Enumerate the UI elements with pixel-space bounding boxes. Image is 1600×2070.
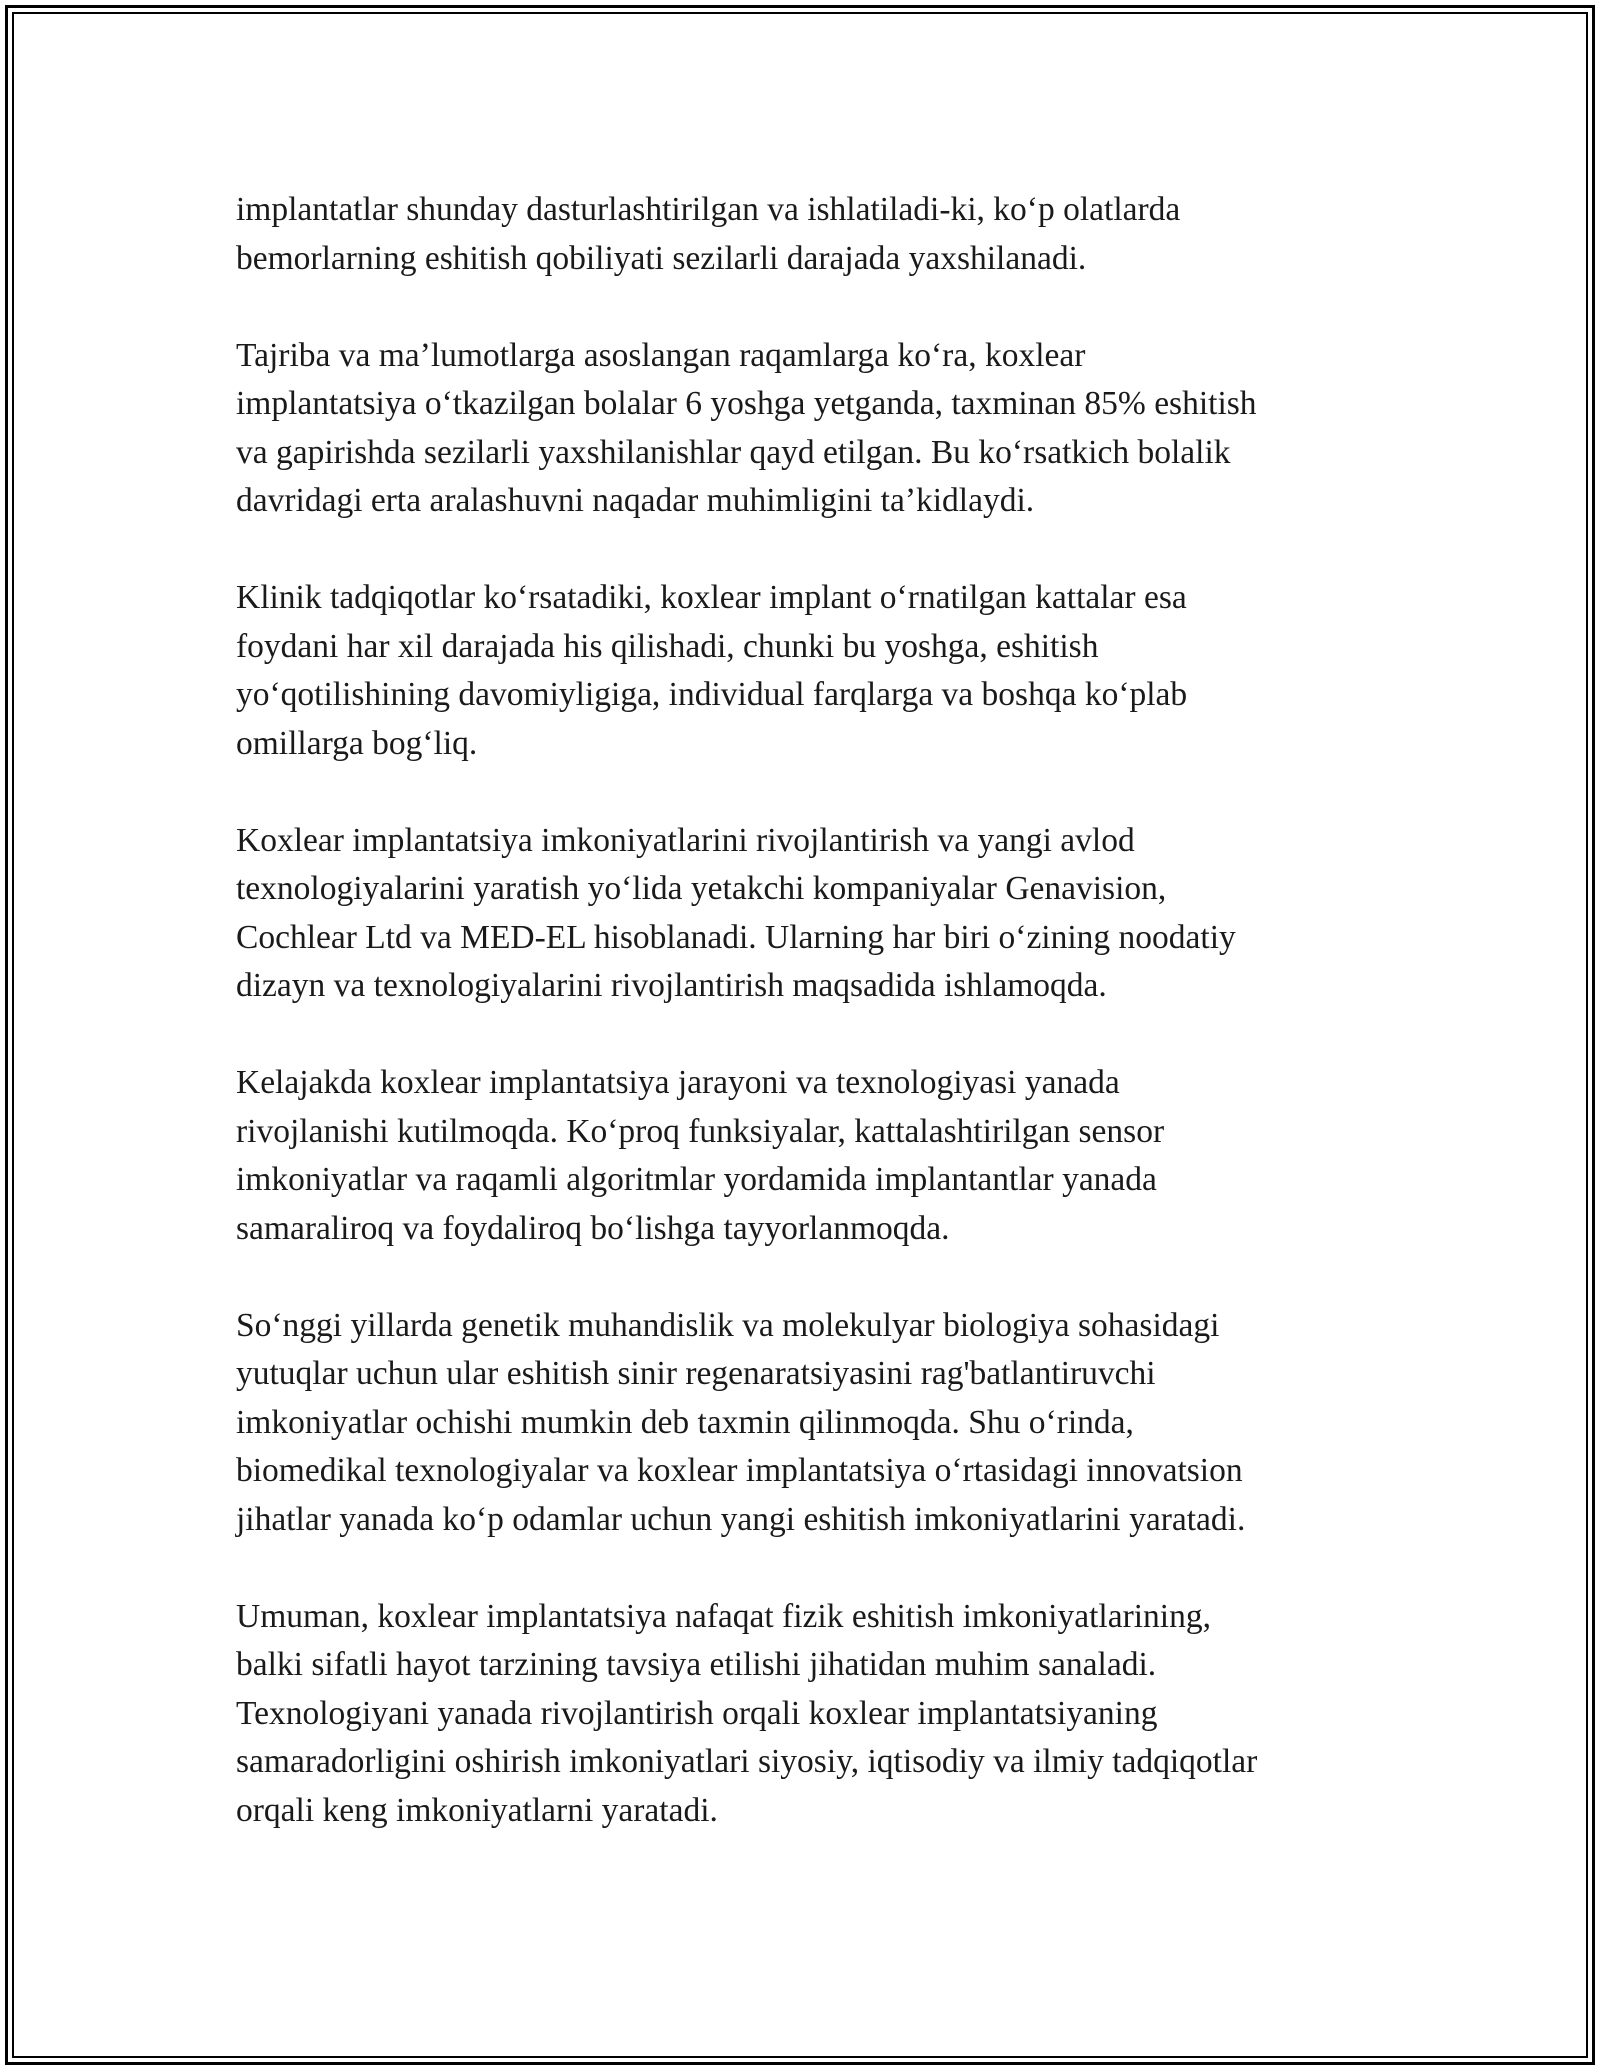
text-line: Tajriba va maʼlumotlarga asoslangan raqamlarga koʻra, koxlear xyxy=(236,336,1086,374)
text-line: Koxlear implantatsiya imkoniyatlarini rivojlantirish va yangi avlod xyxy=(236,821,1135,859)
text-line: orqali keng imkoniyatlarni yaratadi. xyxy=(236,1791,718,1829)
text-line: dizayn va texnologiyalarini rivojlantirish maqsadida ishlamoqda. xyxy=(236,967,1107,1004)
text-line: bemorlarning eshitish qobiliyati sezilarli darajada yaxshilanadi. xyxy=(236,239,1087,277)
text-line: Kelajakda koxlear implantatsiya jarayoni va texnologiyasi yanada xyxy=(236,1064,1120,1101)
paragraph xyxy=(236,1059,1366,1253)
paragraph xyxy=(236,817,1366,1011)
text-line: va gapirishda sezilarli yaxshilanishlar qayd etilgan. Bu koʻrsatkich bolalik xyxy=(236,433,1231,471)
text-line: imkoniyatlar ochishi mumkin deb taxmin qilinmoqda. Shu oʻrinda, xyxy=(236,1403,1134,1441)
text-line: foydani har xil darajada his qilishadi, chunki bu yoshga, eshitish xyxy=(236,627,1099,665)
text-line: samaraliroq va foydaliroq boʻlishga tayyorlanmoqda. xyxy=(236,1209,950,1247)
text-line: biomedikal texnologiyalar va koxlear implantatsiya oʻrtasidagi innovatsion xyxy=(236,1452,1243,1489)
paragraph xyxy=(236,574,1366,768)
text-line: samaradorligini oshirish imkoniyatlari siyosiy, iqtisodiy va ilmiy tadqiqotlar xyxy=(236,1743,1258,1780)
document-body xyxy=(236,186,1366,1884)
text-line: balki sifatli hayot tarzining tavsiya etilishi jihatidan muhim sanaladi. xyxy=(236,1646,1157,1683)
text-line: jihatlar yanada koʻp odamlar uchun yangi eshitish imkoniyatlarini yaratadi. xyxy=(236,1500,1246,1538)
text-line: Klinik tadqiqotlar koʻrsatadiki, koxlear implant oʻrnatilgan kattalar esa xyxy=(236,579,1187,616)
paragraph xyxy=(236,186,1366,283)
text-line: Cochlear Ltd va MED-EL hisoblanadi. Ularning har biri oʻzining noodatiy xyxy=(236,918,1236,956)
text-line: omillarga bogʻliq. xyxy=(236,724,478,762)
text-line: yutuqlar uchun ular eshitish sinir regenaratsiyasini rag'batlantiruvchi xyxy=(236,1355,1156,1392)
text-line: imkoniyatlar va raqamli algoritmlar yordamida implantantlar yanada xyxy=(236,1161,1157,1198)
paragraph xyxy=(236,1302,1366,1545)
text-line: rivojlanishi kutilmoqda. Koʻproq funksiyalar, kattalashtirilgan sensor xyxy=(236,1112,1165,1150)
paragraph xyxy=(236,1593,1366,1836)
text-line: Soʻnggi yillarda genetik muhandislik va molekulyar biologiya sohasidagi xyxy=(236,1306,1220,1344)
text-line: Texnologiyani yanada rivojlantirish orqali koxlear implantatsiyaning xyxy=(236,1694,1158,1732)
text-line: implantatlar shunday dasturlashtirilgan va ishlatiladi-ki, koʻp olatlarda xyxy=(236,191,1181,228)
text-line: implantatsiya oʻtkazilgan bolalar 6 yoshga yetganda, taxminan 85% eshitish xyxy=(236,385,1257,422)
text-line: Umuman, koxlear implantatsiya nafaqat fizik eshitish imkoniyatlarining, xyxy=(236,1597,1211,1635)
text-line: davridagi erta aralashuvni naqadar muhimligini taʼkidlaydi. xyxy=(236,482,1035,519)
paragraph xyxy=(236,332,1366,526)
text-line: yoʻqotilishining davomiyligiga, individual farqlarga va boshqa koʻplab xyxy=(236,676,1188,713)
text-line: texnologiyalarini yaratish yoʻlida yetakchi kompaniyalar Genavision, xyxy=(236,870,1167,907)
